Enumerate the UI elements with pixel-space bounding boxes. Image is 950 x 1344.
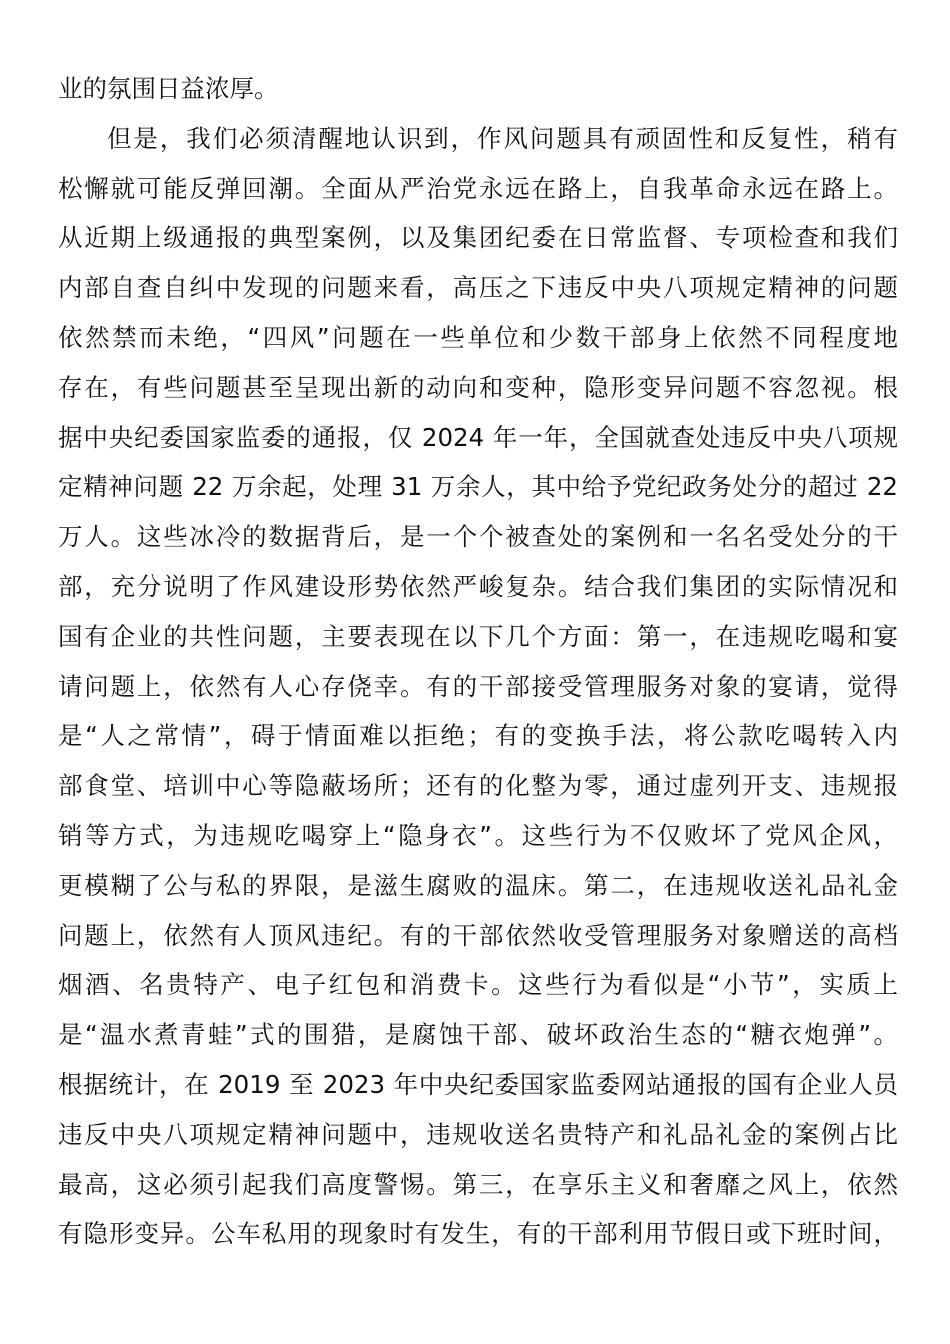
text-line: 是“温水煮青蛙”式的围猎，是腐蚀干部、破坏政治生态的“糖衣炮弹”。 <box>58 1020 898 1050</box>
text-line: 从近期上级通报的典型案例，以及集团纪委在日常监督、专项检查和我们 <box>58 223 898 253</box>
text-line: 违反中央八项规定精神问题中，违规收送名贵特产和礼品礼金的案例占比 <box>58 1119 898 1149</box>
text-line: 问题上，依然有人顶风违纪。有的干部依然收受管理服务对象赠送的高档 <box>58 920 898 950</box>
text-line: 据中央纪委国家监委的通报，仅 2024 年一年，全国就查处违反中央八项规 <box>58 422 898 452</box>
text-line: 根据统计，在 2019 至 2023 年中央纪委国家监委网站通报的国有企业人员 <box>58 1069 898 1099</box>
text-line: 有隐形变异。公车私用的现象时有发生，有的干部利用节假日或下班时间， <box>58 1219 898 1249</box>
text-line: 部，充分说明了作风建设形势依然严峻复杂。结合我们集团的实际情况和 <box>58 571 898 601</box>
text-line: 业的氛围日益浓厚。 <box>58 74 279 103</box>
text-line: 内部自查自纠中发现的问题来看，高压之下违反中央八项规定精神的问题 <box>58 273 898 303</box>
text-line: 销等方式，为违规吃喝穿上“隐身衣”。这些行为不仅败坏了党风企风， <box>58 820 898 850</box>
text-line: 国有企业的共性问题，主要表现在以下几个方面：第一，在违规吃喝和宴 <box>58 621 898 651</box>
text-line: 万人。这些冰冷的数据背后，是一个个被查处的案例和一名名受处分的干 <box>58 522 898 552</box>
text-line: 松懈就可能反弹回潮。全面从严治党永远在路上，自我革命永远在路上。 <box>58 173 898 203</box>
text-line: 但是，我们必须清醒地认识到，作风问题具有顽固性和反复性，稍有 <box>107 123 898 153</box>
text-line: 是“人之常情”，碍于情面难以拒绝；有的变换手法，将公款吃喝转入内 <box>58 721 898 751</box>
text-line: 烟酒、名贵特产、电子红包和消费卡。这些行为看似是“小节”，实质上 <box>58 970 898 1000</box>
text-line: 请问题上，依然有人心存侥幸。有的干部接受管理服务对象的宴请，觉得 <box>58 671 898 701</box>
text-line: 存在，有些问题甚至呈现出新的动向和变种，隐形变异问题不容忽视。根 <box>58 372 898 402</box>
document-body <box>58 64 898 1259</box>
text-line: 部食堂、培训中心等隐蔽场所；还有的化整为零，通过虚列开支、违规报 <box>58 771 898 801</box>
text-line: 更模糊了公与私的界限，是滋生腐败的温床。第二，在违规收送礼品礼金 <box>58 870 898 900</box>
text-line: 定精神问题 22 万余起，处理 31 万余人，其中给予党纪政务处分的超过 22 <box>58 472 898 502</box>
text-line: 依然禁而未绝，“四风”问题在一些单位和少数干部身上依然不同程度地 <box>58 322 898 352</box>
text-line: 最高，这必须引起我们高度警惕。第三，在享乐主义和奢靡之风上，依然 <box>58 1169 898 1199</box>
